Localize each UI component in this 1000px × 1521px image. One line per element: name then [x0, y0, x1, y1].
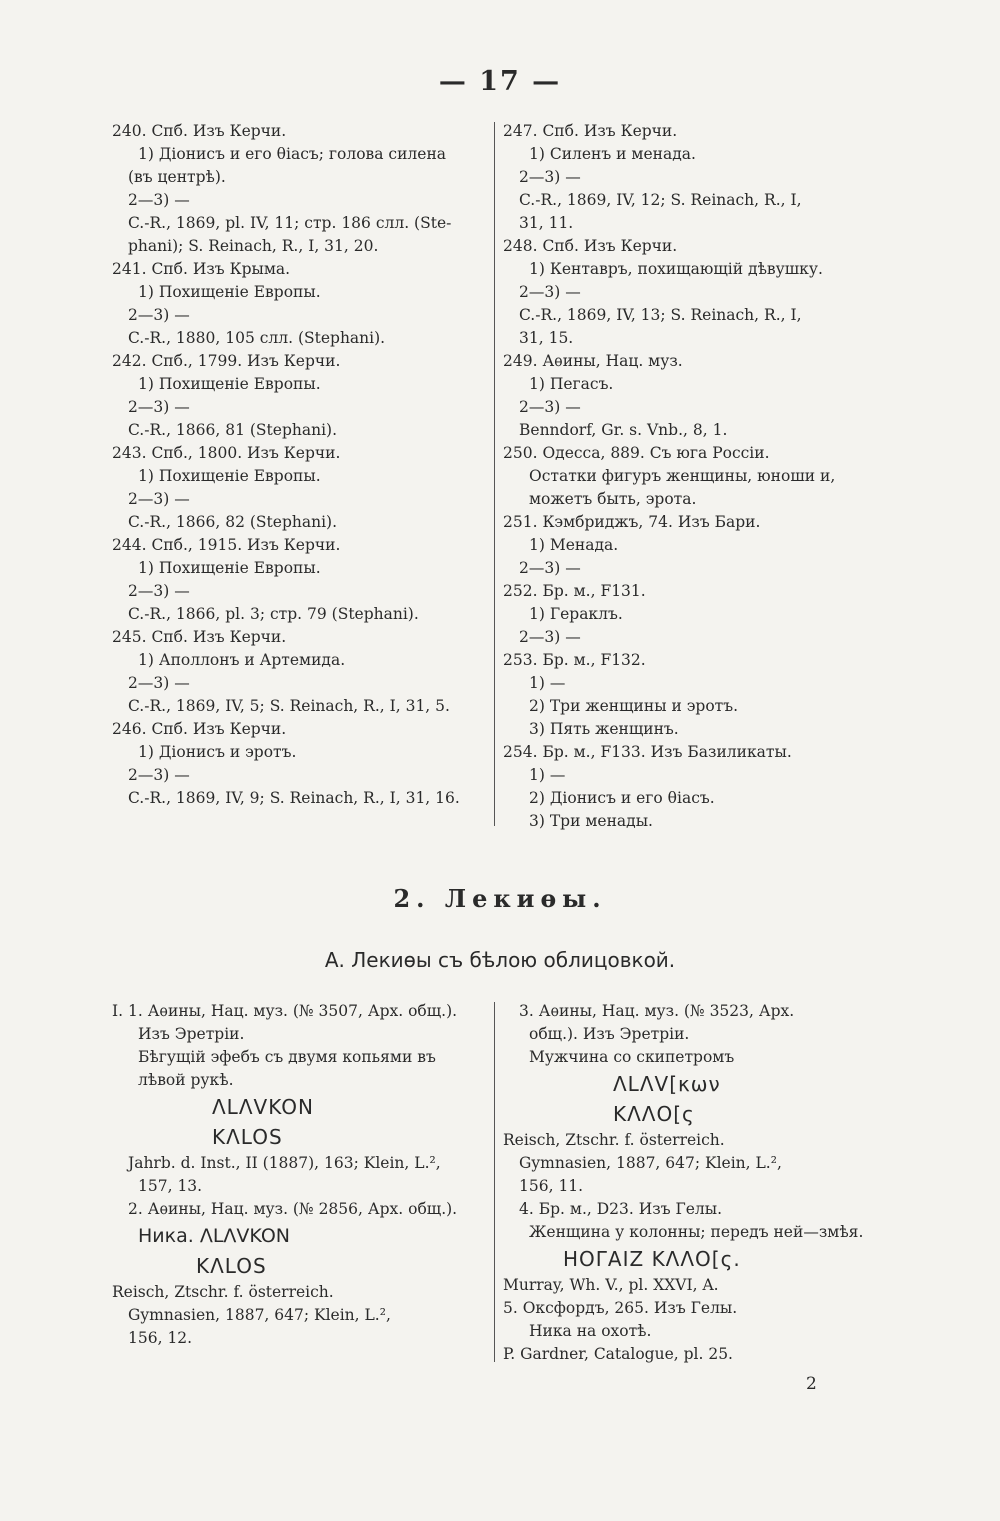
entry-line: 246. Спб. Изъ Керчи.: [112, 720, 287, 738]
column-divider-top: [494, 122, 495, 826]
entry-line: (въ центрѣ).: [128, 168, 226, 186]
entry-line: 1) Діонисъ и эротъ.: [138, 743, 297, 761]
column-divider-bottom: [494, 1002, 495, 1362]
entry-line: 2) Три женщины и эротъ.: [529, 697, 739, 715]
entry-line: Reisch, Ztschr. f. österreich.: [112, 1283, 334, 1301]
entry-line: 2—3) —: [128, 306, 190, 324]
entry-line: 1) Похищеніе Европы.: [138, 283, 321, 301]
entry-line: Мужчина со скипетромъ: [529, 1048, 735, 1066]
entry-line: 248. Спб. Изъ Керчи.: [503, 237, 678, 255]
entry-line: Остатки фигуръ женщины, юноши и,: [529, 467, 836, 485]
entry-line: 2—3) —: [128, 191, 190, 209]
entry-line: 2—3) —: [128, 766, 190, 784]
entry-line: 2. Аѳины, Нац. муз. (№ 2856, Арх. общ.).: [128, 1200, 458, 1218]
entry-line: 245. Спб. Изъ Керчи.: [112, 628, 287, 646]
entry-line: C.-R., 1866, 81 (Stephani).: [128, 421, 338, 439]
entry-line: C.-R., 1869, IV, 9; S. Reinach, R., I, 31, 16.: [128, 789, 460, 807]
entry-line: C.-R., 1869, pl. IV, 11; стр. 186 слл. (Ste-: [128, 214, 452, 232]
entry-line: 1) Похищеніе Европы.: [138, 467, 321, 485]
entry-line: Ника на охотѣ.: [529, 1322, 652, 1340]
entry-line: 1) Аполлонъ и Артемида.: [138, 651, 346, 669]
entry-line: Benndorf, Gr. s. Vnb., 8, 1.: [519, 421, 728, 439]
right-column-top: [503, 120, 881, 833]
entry-line: 1) Гераклъ.: [529, 605, 623, 623]
entry-line: 3) Три менады.: [529, 812, 653, 830]
vase-inscription: KΛΛO[ς: [613, 1102, 695, 1126]
entry-line: Reisch, Ztschr. f. österreich.: [503, 1131, 725, 1149]
entry-line: 252. Бр. м., F131.: [503, 582, 646, 600]
vase-inscription: HOΓAIZ KΛΛO[ς.: [563, 1247, 741, 1271]
entry-line: 240. Спб. Изъ Керчи.: [112, 122, 287, 140]
entry-line: Изъ Эретріи.: [138, 1025, 245, 1043]
vase-inscription: KΛLOS: [212, 1125, 283, 1149]
entry-line: C.-R., 1869, IV, 5; S. Reinach, R., I, 31, 5.: [128, 697, 450, 715]
entry-line: 156, 11.: [519, 1177, 584, 1195]
entry-line: C.-R., 1869, IV, 12; S. Reinach, R., I,: [519, 191, 802, 209]
entry-line: общ.). Изъ Эретріи.: [529, 1025, 690, 1043]
entry-line: 249. Аѳины, Нац. муз.: [503, 352, 683, 370]
entry-line: C.-R., 1866, 82 (Stephani).: [128, 513, 338, 531]
entry-line: C.-R., 1866, pl. 3; стр. 79 (Stephani).: [128, 605, 419, 623]
entry-line: 2—3) —: [519, 559, 581, 577]
left-column-bottom: [112, 1000, 488, 1350]
entry-line: 156, 12.: [128, 1329, 193, 1347]
entry-line: лѣвой рукѣ.: [138, 1071, 234, 1089]
entry-line: 1) Похищеніе Европы.: [138, 559, 321, 577]
entry-line: Jahrb. d. Inst., II (1887), 163; Klein, L.²,: [128, 1154, 441, 1172]
entry-line: 242. Спб., 1799. Изъ Керчи.: [112, 352, 341, 370]
entry-line: Gymnasien, 1887, 647; Klein, L.²,: [519, 1154, 782, 1172]
entry-line: 2—3) —: [128, 674, 190, 692]
entry-line: Gymnasien, 1887, 647; Klein, L.²,: [128, 1306, 391, 1324]
sheet-number: 2: [806, 1374, 817, 1394]
entry-line: 1) Пегасъ.: [529, 375, 614, 393]
entry-line: 2—3) —: [519, 398, 581, 416]
entry-line: 2—3) —: [128, 490, 190, 508]
vase-inscription: ΛLΛVKON: [212, 1095, 314, 1119]
entry-line: 3. Аѳины, Нац. муз. (№ 3523, Арх.: [519, 1002, 795, 1020]
entry-line: 2—3) —: [128, 398, 190, 416]
entry-line: 2—3) —: [519, 168, 581, 186]
entry-line: 4. Бр. м., D23. Изъ Гелы.: [519, 1200, 723, 1218]
entry-line: 2—3) —: [128, 582, 190, 600]
entry-line: I. 1. Аѳины, Нац. муз. (№ 3507, Арх. общ.).: [112, 1002, 458, 1020]
entry-line: 1) Менада.: [529, 536, 619, 554]
entry-line: 1) Кентавръ, похищающій дѣвушку.: [529, 260, 823, 278]
entry-line: 2) Діонисъ и его θіасъ.: [529, 789, 715, 807]
entry-line: 247. Спб. Изъ Керчи.: [503, 122, 678, 140]
entry-line: 241. Спб. Изъ Крыма.: [112, 260, 291, 278]
entry-line: 3) Пять женщинъ.: [529, 720, 679, 738]
entry-line: 1) Силенъ и менада.: [529, 145, 696, 163]
right-column-bottom: [503, 1000, 881, 1366]
entry-line: C.-R., 1869, IV, 13; S. Reinach, R., I,: [519, 306, 802, 324]
entry-line: 1) Похищеніе Европы.: [138, 375, 321, 393]
left-column-top: [112, 120, 488, 810]
vase-inscription: ΛLΛV[κων: [613, 1072, 721, 1096]
entry-line: Murray, Wh. V., pl. XXVI, A.: [503, 1276, 719, 1294]
entry-line: P. Gardner, Catalogue, pl. 25.: [503, 1345, 733, 1363]
page-number: — 17 —: [438, 66, 562, 97]
entry-line: 1) —: [529, 766, 566, 784]
entry-line: 254. Бр. м., F133. Изъ Базиликаты.: [503, 743, 792, 761]
entry-line: 1) —: [529, 674, 566, 692]
entry-line: 253. Бр. м., F132.: [503, 651, 646, 669]
entry-line: Бѣгущій эфебъ съ двумя копьями въ: [138, 1048, 436, 1066]
subsection-title: А. Лекиѳы съ бѣлою облицовкой.: [324, 948, 676, 972]
entry-line: Женщина у колонны; передъ ней—змѣя.: [529, 1223, 864, 1241]
entry-line: можетъ быть, эрота.: [529, 490, 697, 508]
entry-line: 251. Кэмбриджъ, 74. Изъ Бари.: [503, 513, 761, 531]
entry-line: 2—3) —: [519, 283, 581, 301]
entry-line: 244. Спб., 1915. Изъ Керчи.: [112, 536, 341, 554]
entry-line-inscription: Ника. ΛLΛVKON: [138, 1225, 290, 1247]
entry-line: 5. Оксфордъ, 265. Изъ Гелы.: [503, 1299, 738, 1317]
section-title: 2. Лекиѳы.: [393, 884, 607, 913]
entry-line: phani); S. Reinach, R., I, 31, 20.: [128, 237, 379, 255]
entry-line: 157, 13.: [138, 1177, 203, 1195]
entry-line: 250. Одесса, 889. Съ юга Россіи.: [503, 444, 770, 462]
entry-line: 2—3) —: [519, 628, 581, 646]
entry-line: 243. Спб., 1800. Изъ Керчи.: [112, 444, 341, 462]
entry-line: C.-R., 1880, 105 слл. (Stephani).: [128, 329, 386, 347]
vase-inscription: KΛLOS: [196, 1254, 267, 1278]
entry-line: 1) Діонисъ и его θіасъ; голова силена: [138, 145, 447, 163]
entry-line: 31, 11.: [519, 214, 574, 232]
entry-line: 31, 15.: [519, 329, 574, 347]
